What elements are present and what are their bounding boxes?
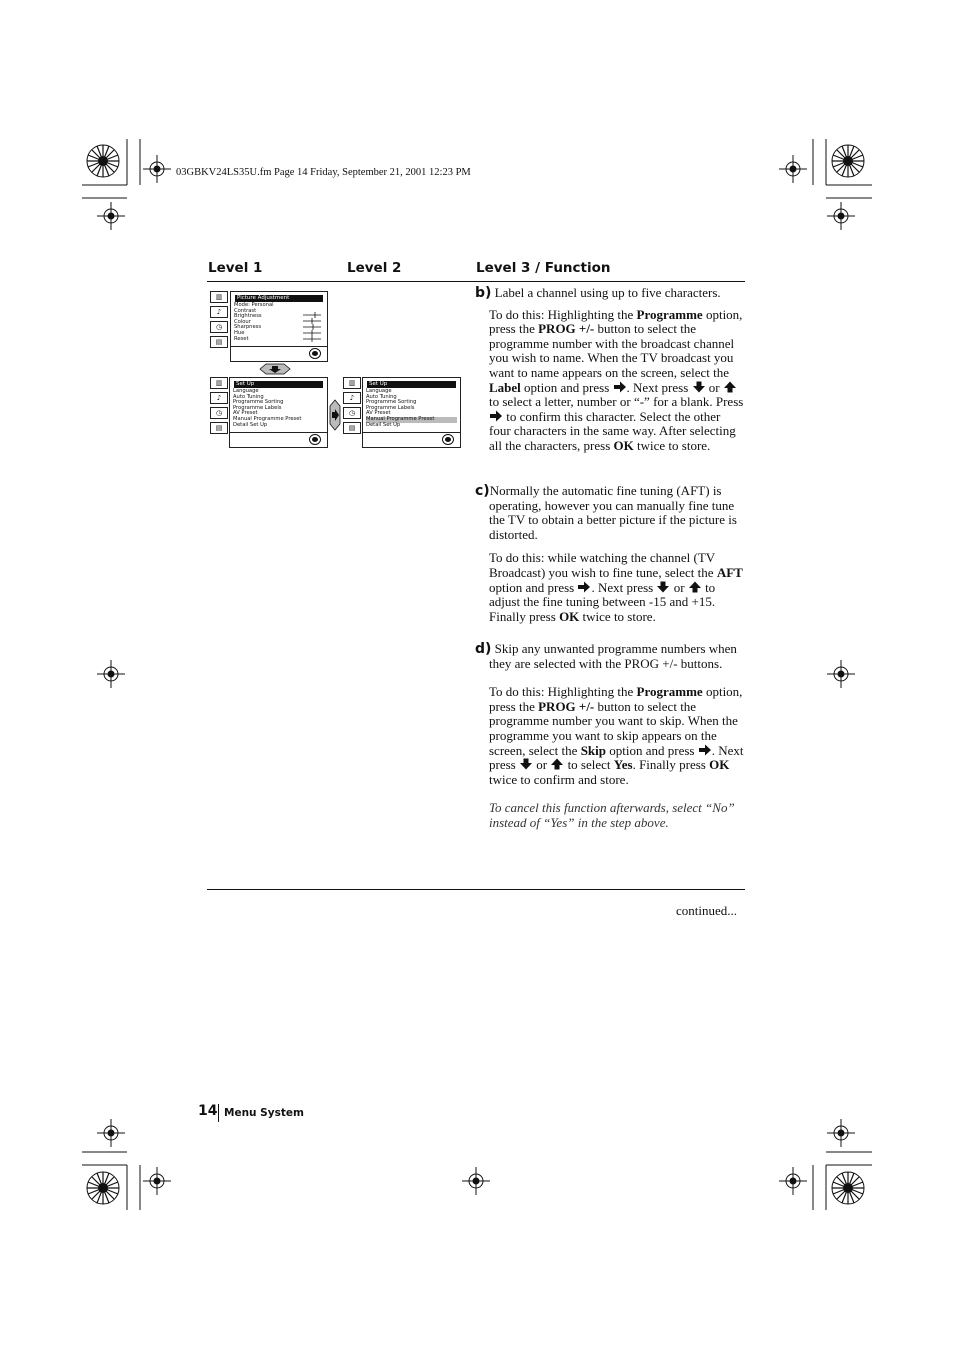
text: . Finally press (632, 757, 706, 773)
menu-setup-level1 (210, 377, 328, 448)
menu-item: Manual Programme Preset (233, 415, 302, 422)
bold-term: Label (489, 379, 521, 395)
text: twice to store. (582, 608, 656, 624)
text: option, press the (489, 684, 743, 714)
bold-term: AFT (716, 564, 743, 580)
column-header-level1: Level 1 (208, 260, 263, 276)
column-header-level3: Level 3 / Function (476, 260, 611, 276)
up-arrow-icon (723, 381, 737, 393)
menu-item: Contrast (234, 307, 257, 314)
down-arrow-icon (519, 758, 533, 770)
right-arrow-icon (698, 744, 712, 756)
text: to select a letter, number or “-” for a blank. Press (489, 394, 744, 410)
menu-item: Auto Tuning (366, 393, 397, 400)
section-intro: Label a channel using up to five characters. (494, 285, 721, 300)
footer-divider (218, 1104, 219, 1122)
menu-item: Sharpness (234, 324, 262, 331)
right-arrow-icon (577, 581, 591, 593)
text: To do this: while watching the channel (TV Broadcast) you wish to fine tune, select the (489, 550, 715, 580)
text: . Next press (489, 742, 744, 773)
text: . Next press (591, 579, 654, 595)
up-arrow-icon (688, 581, 702, 593)
menu-item: Detail Set Up (233, 421, 268, 428)
sound-icon: ♪ (210, 306, 228, 318)
section-letter: c) (475, 483, 490, 499)
bold-term: OK (613, 437, 634, 453)
text: to select (567, 757, 611, 773)
timer-icon: ◷ (210, 407, 228, 419)
right-arrow-button (328, 398, 342, 432)
page-number: 14 (198, 1103, 218, 1119)
file-info: 03GBKV24LS35U.fm Page 14 Friday, September 21, 2001 12:23 PM (176, 167, 471, 178)
menu-panel (230, 291, 328, 362)
section-b (475, 286, 745, 454)
text: to confirm this character. Select the other four characters in the same way. After selecting all the characters, press (489, 408, 736, 453)
section-d (475, 642, 745, 831)
continued-label: continued... (676, 903, 738, 918)
section-letter: b) (475, 285, 492, 301)
ok-button-icon (309, 434, 321, 445)
menu-item: Reset (234, 335, 249, 342)
right-arrow-icon (613, 381, 627, 393)
menu-title: Picture Adjustment (235, 295, 323, 302)
section-letter: d) (475, 641, 492, 657)
section-intro: Skip any unwanted programme numbers when they are selected with the PROG +/- buttons. (489, 641, 737, 671)
timer-icon: ◷ (210, 321, 228, 333)
column-header-level2: Level 2 (347, 260, 402, 276)
menu-item: Language (366, 388, 392, 394)
menu-item: Mode: Personal (234, 302, 274, 308)
text: . Next press (626, 379, 689, 395)
picture-icon: ▥ (343, 377, 361, 389)
text: option, press the (489, 306, 743, 337)
menu-item: Programme Sorting (366, 399, 417, 406)
menu-item: Colour (234, 318, 251, 325)
menu-title: Set Up (234, 381, 323, 388)
section-body (489, 551, 745, 624)
text: button to select the programme number you want to skip. When the programme you want to skip appears on the screen, select the (489, 698, 738, 758)
menu-picture-adjustment (210, 291, 328, 362)
footer-rule (207, 889, 745, 890)
note: To cancel this function afterwards, select “No” instead of “Yes” in the step above. (489, 800, 735, 830)
section-body (489, 685, 745, 787)
menu-item: Programme Sorting (233, 399, 284, 406)
bold-term: Skip (580, 742, 606, 758)
menu-item: AV Preset (233, 410, 258, 417)
menu-item: Detail Set Up (366, 421, 401, 428)
menu-item: Language (233, 388, 259, 394)
down-arrow-icon (692, 381, 706, 393)
menu-list (363, 388, 460, 429)
menu-item: Brightness (234, 313, 262, 320)
bold-term: OK (559, 608, 580, 624)
bold-term: OK (709, 757, 730, 773)
setup-icon: ▤ (210, 336, 228, 348)
menu-title: Set Up (367, 381, 456, 388)
bold-term: Yes (613, 757, 633, 773)
down-arrow-icon (656, 581, 670, 593)
text: or (673, 579, 685, 595)
section-c (475, 484, 745, 624)
picture-icon: ▥ (210, 291, 228, 303)
text: or (536, 757, 548, 773)
text: To do this: Highlighting the (489, 684, 634, 700)
menu-icon-column (210, 377, 228, 437)
menu-icon-column (343, 377, 361, 437)
picture-icon: ▥ (210, 377, 228, 389)
text: to adjust the fine tuning between -15 and +15. Finally press (489, 579, 716, 624)
section-body (489, 308, 745, 454)
bold-term: PROG +/- (538, 321, 595, 337)
ok-button-icon (442, 434, 454, 445)
menu-item: Programme Labels (366, 404, 415, 411)
down-arrow-button (258, 362, 292, 376)
text: option and press (524, 379, 610, 395)
menu-item: Hue (234, 329, 245, 336)
slider-bars (303, 312, 323, 344)
menu-setup-level2 (343, 377, 461, 448)
timer-icon: ◷ (343, 407, 361, 419)
menu-list (230, 388, 327, 429)
menu-item: Auto Tuning (233, 393, 264, 400)
setup-icon: ▤ (343, 422, 361, 434)
text: twice to store. (637, 437, 711, 453)
menu-item-highlighted: Manual Programme Preset (366, 417, 457, 423)
up-arrow-icon (550, 758, 564, 770)
menu-icon-column (210, 291, 228, 351)
right-arrow-icon (489, 410, 503, 422)
bold-term: Programme (636, 306, 703, 322)
section-intro: Normally the automatic fine tuning (AFT) is operating, however you can manually fine tune the TV to obtain a better picture if the picture is distorted. (489, 483, 737, 542)
text: or (708, 379, 720, 395)
menu-item: Programme Labels (233, 404, 282, 411)
text: To do this: Highlighting the (489, 306, 634, 322)
sound-icon: ♪ (343, 392, 361, 404)
text: option and press (609, 742, 695, 758)
sound-icon: ♪ (210, 392, 228, 404)
section-name: Menu System (224, 1107, 304, 1119)
text: button to select the programme number with the broadcast channel you wish to name. When the TV broadcast you want to name appears on the screen, select the (489, 321, 735, 380)
menu-panel (229, 377, 328, 448)
bold-term: Programme (636, 684, 703, 700)
text: twice to confirm and store. (489, 771, 629, 787)
bold-term: PROG +/- (538, 698, 595, 714)
header-rule (207, 281, 745, 282)
setup-icon: ▤ (210, 422, 228, 434)
text: option and press (489, 579, 575, 595)
menu-panel (362, 377, 461, 448)
ok-button-icon (309, 348, 321, 359)
menu-item: AV Preset (366, 410, 391, 417)
